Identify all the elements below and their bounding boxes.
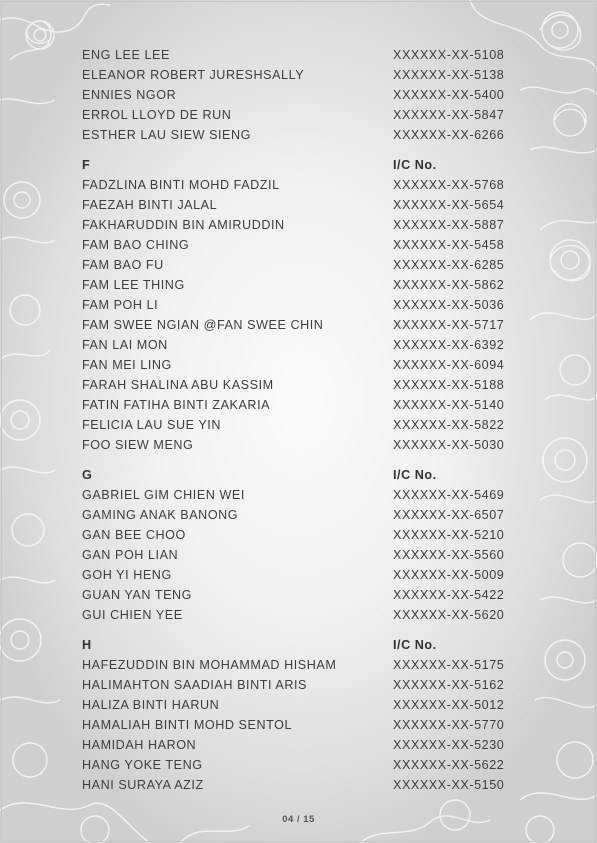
list-item [82,65,522,85]
ic-number: XXXXXX-XX-6266 [393,128,505,142]
section-header [82,155,522,175]
list-item [82,735,522,755]
list-item [82,605,522,625]
ic-number: XXXXXX-XX-5188 [393,378,505,392]
member-name: HALIZA BINTI HARUN [82,698,220,712]
list-item [82,275,522,295]
list-item [82,695,522,715]
member-name: GABRIEL GIM CHIEN WEI [82,488,245,502]
list-item [82,105,522,125]
member-name: GOH YI HENG [82,568,172,582]
member-name: FAKHARUDDIN BIN AMIRUDDIN [82,218,285,232]
member-name: FAM POH LI [82,298,159,312]
member-name: HANI SURAYA AZIZ [82,778,204,792]
ic-number: XXXXXX-XX-6507 [393,508,505,522]
list-item [82,175,522,195]
page-number: 04 / 15 [282,814,315,825]
section-letter: G [82,468,93,482]
list-item [82,585,522,605]
member-name: HALIMAHTON SAADIAH BINTI ARIS [82,678,307,692]
member-name: ESTHER LAU SIEW SIENG [82,128,252,142]
member-name: ELEANOR ROBERT JURESHSALLY [82,68,305,82]
list-item [82,415,522,435]
ic-number: XXXXXX-XX-5138 [393,68,505,82]
list-item [82,335,522,355]
list-item [82,315,522,335]
list-item [82,45,522,65]
ic-number: XXXXXX-XX-5847 [393,108,505,122]
member-name: FAM SWEE NGIAN @FAN SWEE CHIN [82,318,324,332]
list-item [82,775,522,795]
ic-number: XXXXXX-XX-5162 [393,678,505,692]
ic-number: XXXXXX-XX-5862 [393,278,505,292]
ic-number: XXXXXX-XX-5620 [393,608,505,622]
list-item [82,525,522,545]
list-item [82,675,522,695]
member-name: GUI CHIEN YEE [82,608,183,622]
member-name: ENNIES NGOR [82,88,177,102]
ic-number: XXXXXX-XX-6285 [393,258,505,272]
ic-number: XXXXXX-XX-5887 [393,218,505,232]
ic-number: XXXXXX-XX-5469 [393,488,505,502]
member-name: HAFEZUDDIN BIN MOHAMMAD HISHAM [82,658,337,672]
member-name: GAN POH LIAN [82,548,179,562]
list-item [82,85,522,105]
ic-number: XXXXXX-XX-5622 [393,758,505,772]
ic-number: XXXXXX-XX-5012 [393,698,505,712]
member-name: GAN BEE CHOO [82,528,186,542]
list-item [82,355,522,375]
list-item [82,375,522,395]
list-item [82,395,522,415]
member-name: FAM BAO CHING [82,238,190,252]
member-name: FAN MEI LING [82,358,172,372]
list-item [82,295,522,315]
member-name: HAMIDAH HARON [82,738,197,752]
list-item [82,485,522,505]
ic-number: XXXXXX-XX-5108 [393,48,505,62]
list-section [82,45,522,145]
ic-number: XXXXXX-XX-5175 [393,658,505,672]
list-section [82,635,522,795]
ic-number: XXXXXX-XX-5400 [393,88,505,102]
ic-number: XXXXXX-XX-5009 [393,568,505,582]
ic-column-header: I/C No. [393,468,437,482]
list-item [82,655,522,675]
ic-number: XXXXXX-XX-5036 [393,298,505,312]
ic-column-header: I/C No. [393,638,437,652]
ic-number: XXXXXX-XX-5140 [393,398,505,412]
ic-column-header: I/C No. [393,158,437,172]
section-header [82,635,522,655]
list-item [82,505,522,525]
member-list [82,45,522,795]
ic-number: XXXXXX-XX-6392 [393,338,505,352]
member-name: FAEZAH BINTI JALAL [82,198,218,212]
list-item [82,755,522,775]
member-name: FARAH SHALINA ABU KASSIM [82,378,274,392]
list-item [82,125,522,145]
member-name: ERROL LLOYD DE RUN [82,108,232,122]
list-item [82,255,522,275]
member-name: FOO SIEW MENG [82,438,194,452]
list-item [82,215,522,235]
member-name: FAN LAI MON [82,338,168,352]
member-name: FELICIA LAU SUE YIN [82,418,222,432]
ic-number: XXXXXX-XX-5717 [393,318,505,332]
ic-number: XXXXXX-XX-5458 [393,238,505,252]
ic-number: XXXXXX-XX-5654 [393,198,505,212]
member-name: FADZLINA BINTI MOHD FADZIL [82,178,280,192]
member-name: GUAN YAN TENG [82,588,193,602]
ic-number: XXXXXX-XX-5822 [393,418,505,432]
ic-number: XXXXXX-XX-6094 [393,358,505,372]
member-name: GAMING ANAK BANONG [82,508,239,522]
ic-number: XXXXXX-XX-5230 [393,738,505,752]
ic-number: XXXXXX-XX-5770 [393,718,505,732]
member-name: FAM BAO FU [82,258,164,272]
member-name: FATIN FATIHA BINTI ZAKARIA [82,398,271,412]
ic-number: XXXXXX-XX-5030 [393,438,505,452]
list-item [82,235,522,255]
section-letter: H [82,638,92,652]
list-item [82,195,522,215]
list-item [82,715,522,735]
list-item [82,565,522,585]
member-name: ENG LEE LEE [82,48,170,62]
member-name: HAMALIAH BINTI MOHD SENTOL [82,718,293,732]
list-item [82,545,522,565]
ic-number: XXXXXX-XX-5210 [393,528,505,542]
list-item [82,435,522,455]
member-name: FAM LEE THING [82,278,185,292]
list-section [82,155,522,455]
member-name: HANG YOKE TENG [82,758,203,772]
section-letter: F [82,158,91,172]
ic-number: XXXXXX-XX-5560 [393,548,505,562]
ic-number: XXXXXX-XX-5422 [393,588,505,602]
section-header [82,465,522,485]
ic-number: XXXXXX-XX-5768 [393,178,505,192]
ic-number: XXXXXX-XX-5150 [393,778,505,792]
list-section [82,465,522,625]
